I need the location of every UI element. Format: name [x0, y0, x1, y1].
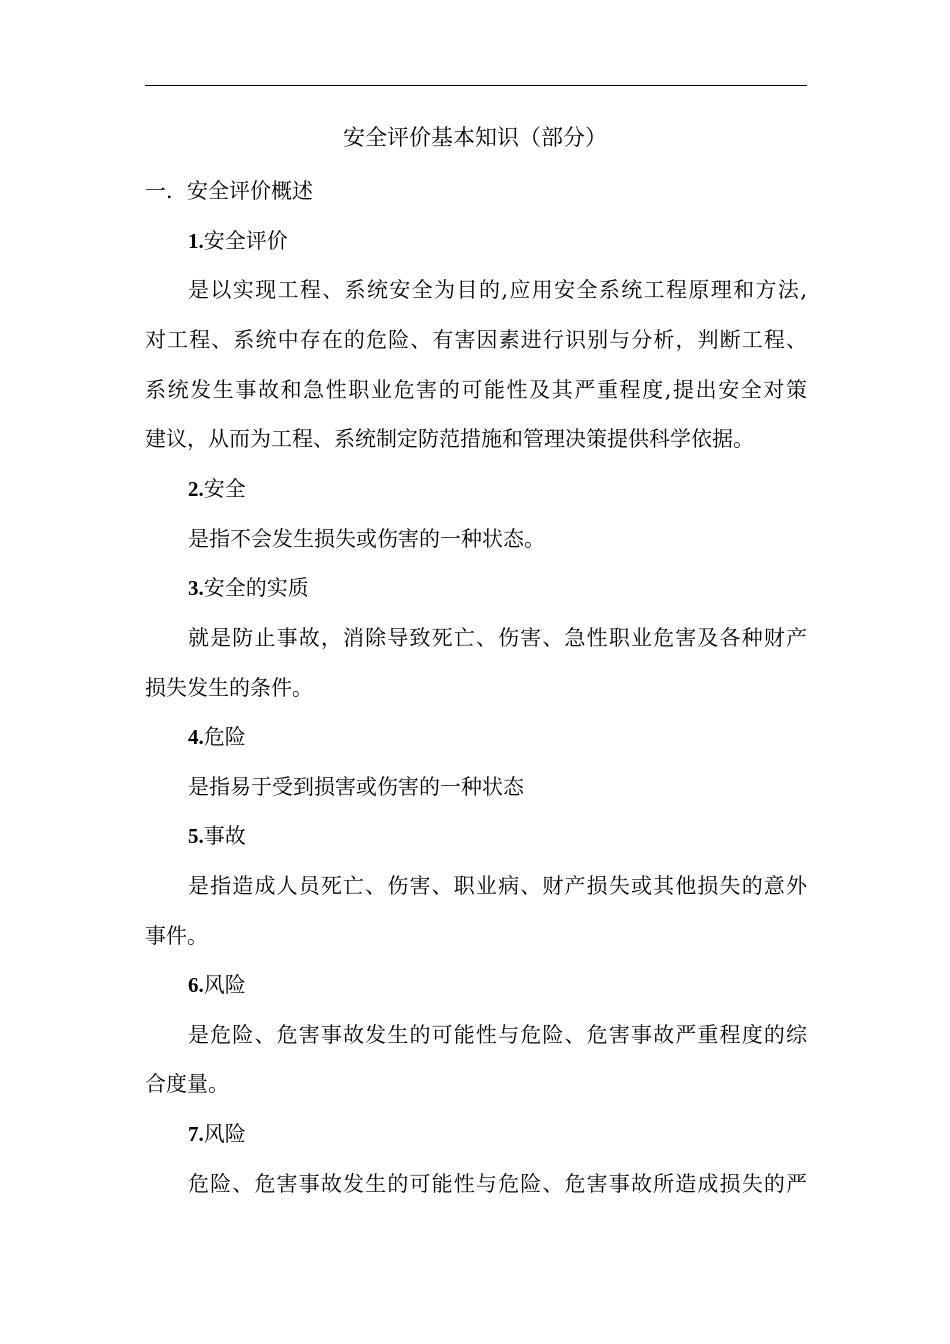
paragraph-line: 是指造成人员死亡、伤害、职业病、财产损失或其他损失的意外 [188, 874, 807, 898]
item-term: 安全 [203, 477, 246, 501]
item-heading-2 [188, 473, 807, 505]
item-number: 6. [188, 973, 204, 997]
item-heading-7 [188, 1118, 807, 1150]
paragraph-line: 是危险、危害事故发生的可能性与危险、危害事故严重程度的综 [188, 1023, 807, 1047]
paragraph-line: 是指不会发生损失或伤害的一种状态。 [188, 527, 545, 551]
paragraph-line: 危险、危害事故发生的可能性与危险、危害事故所造成损失的严 [188, 1172, 807, 1196]
paragraph-line: 就是防止事故，消除导致死亡、伤害、急性职业危害及各种财产 [188, 626, 807, 650]
item-heading-5 [188, 820, 807, 852]
item-number: 5. [188, 824, 204, 848]
item-number: 2. [188, 477, 204, 501]
paragraph-line: 损失发生的条件。 [145, 676, 313, 700]
page-title: 安全评价基本知识（部分） [342, 126, 607, 151]
item-number: 1. [188, 229, 204, 253]
paragraph-line: 事件。 [145, 924, 208, 948]
item-term: 安全的实质 [203, 576, 309, 600]
item-heading-3 [188, 572, 807, 604]
item-term: 风险 [203, 973, 246, 997]
item-heading-6 [188, 969, 807, 1001]
item-term: 安全评价 [203, 229, 288, 253]
item-number: 7. [188, 1122, 204, 1146]
item-heading-4 [188, 721, 807, 753]
paragraph-line: 合度量。 [145, 1072, 229, 1096]
section-heading: 一．安全评价概述 [145, 179, 313, 203]
paragraph-line: 是指易于受到损害或伤害的一种状态 [188, 775, 524, 799]
item-number: 3. [188, 576, 204, 600]
item-term: 事故 [203, 824, 246, 848]
item-term: 危险 [203, 725, 246, 749]
paragraph-line: 对工程、系统中存在的危险、有害因素进行识别与分析，判断工程、 [145, 328, 807, 352]
header-rule [145, 85, 807, 86]
paragraph-line: 系统发生事故和急性职业危害的可能性及其严重程度,提出安全对策 [145, 378, 807, 402]
item-heading-1 [188, 225, 807, 257]
item-term: 风险 [203, 1122, 246, 1146]
paragraph-line: 是以实现工程、系统安全为目的,应用安全系统工程原理和方法, [188, 278, 807, 302]
item-number: 4. [188, 725, 204, 749]
paragraph-line: 建议，从而为工程、系统制定防范措施和管理决策提供科学依据。 [145, 427, 754, 451]
